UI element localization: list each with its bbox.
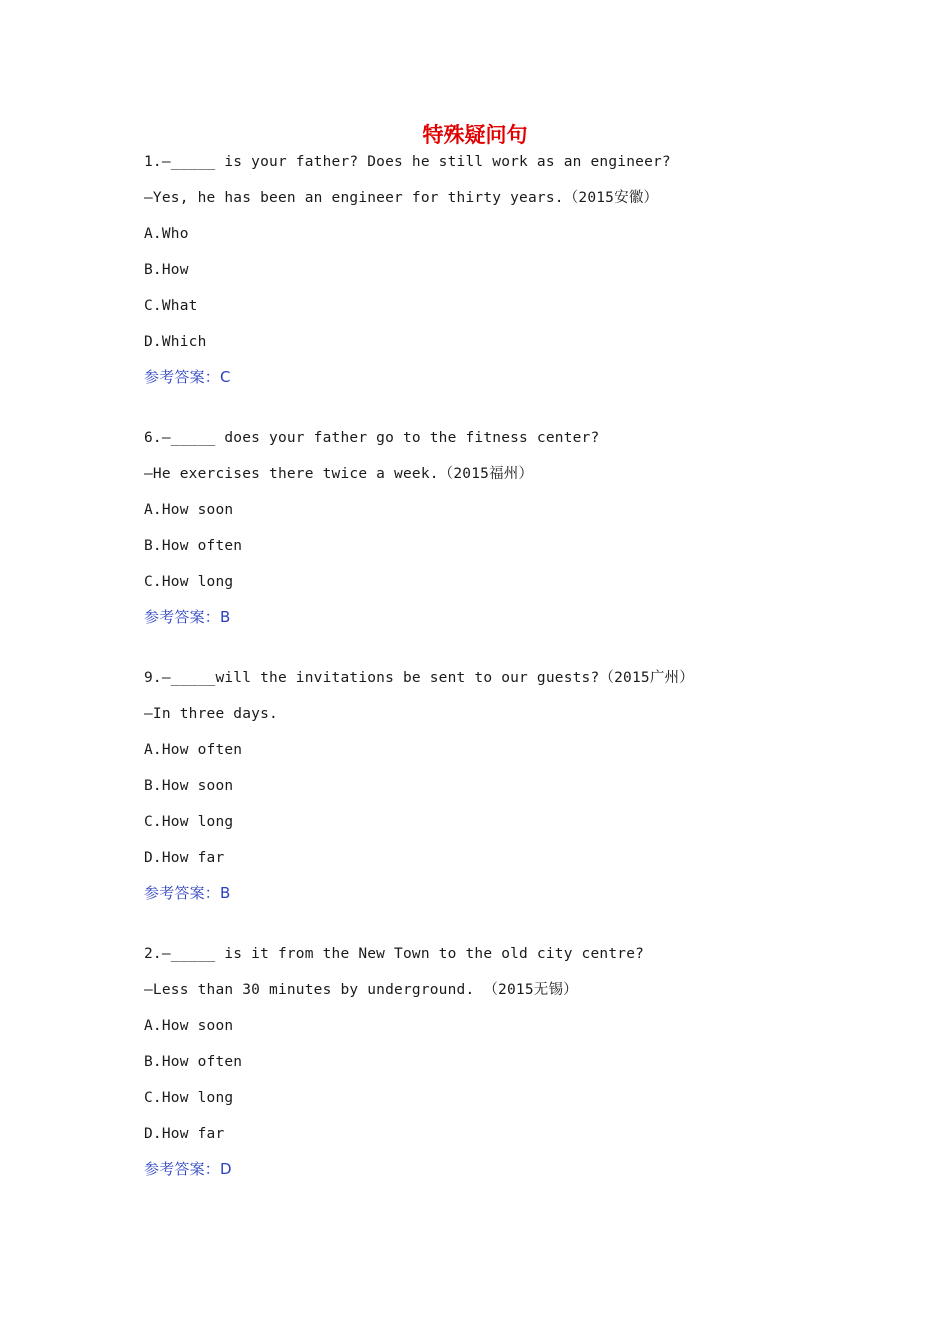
question-text: 6.—_____ does your father go to the fitness center? <box>144 430 600 446</box>
option-a: A.Who <box>144 226 189 242</box>
option-c: C.How long <box>144 574 234 590</box>
option-c: C.What <box>144 298 198 314</box>
question-reply: —Less than 30 minutes by underground. （2015无锡） <box>144 982 578 998</box>
option-a: A.How soon <box>144 502 234 518</box>
answer-key: 参考答案：C <box>144 368 231 386</box>
document-title: 特殊疑问句 <box>422 123 528 147</box>
answer-key: 参考答案：D <box>144 1160 232 1178</box>
option-c: C.How long <box>144 1090 234 1106</box>
option-d: D.How far <box>144 850 225 866</box>
question-text: 1.—_____ is your father? Does he still work as an engineer? <box>144 154 671 170</box>
question-reply: —He exercises there twice a week.（2015福州） <box>144 466 534 482</box>
option-a: A.How soon <box>144 1018 234 1034</box>
option-b: B.How often <box>144 538 243 554</box>
answer-key: 参考答案：B <box>144 608 231 626</box>
option-a: A.How often <box>144 742 243 758</box>
question-reply: —Yes, he has been an engineer for thirty years.（2015安徽） <box>144 190 659 206</box>
option-d: D.How far <box>144 1126 225 1142</box>
question-text: 2.—_____ is it from the New Town to the old city centre? <box>144 946 645 962</box>
question-text: 9.—_____will the invitations be sent to our guests?（2015广州） <box>144 670 694 686</box>
question-reply: —In three days. <box>144 706 278 722</box>
option-b: B.How <box>144 262 189 278</box>
option-c: C.How long <box>144 814 234 830</box>
option-b: B.How often <box>144 1054 243 1070</box>
answer-key: 参考答案：B <box>144 884 231 902</box>
option-b: B.How soon <box>144 778 234 794</box>
option-d: D.Which <box>144 334 207 350</box>
